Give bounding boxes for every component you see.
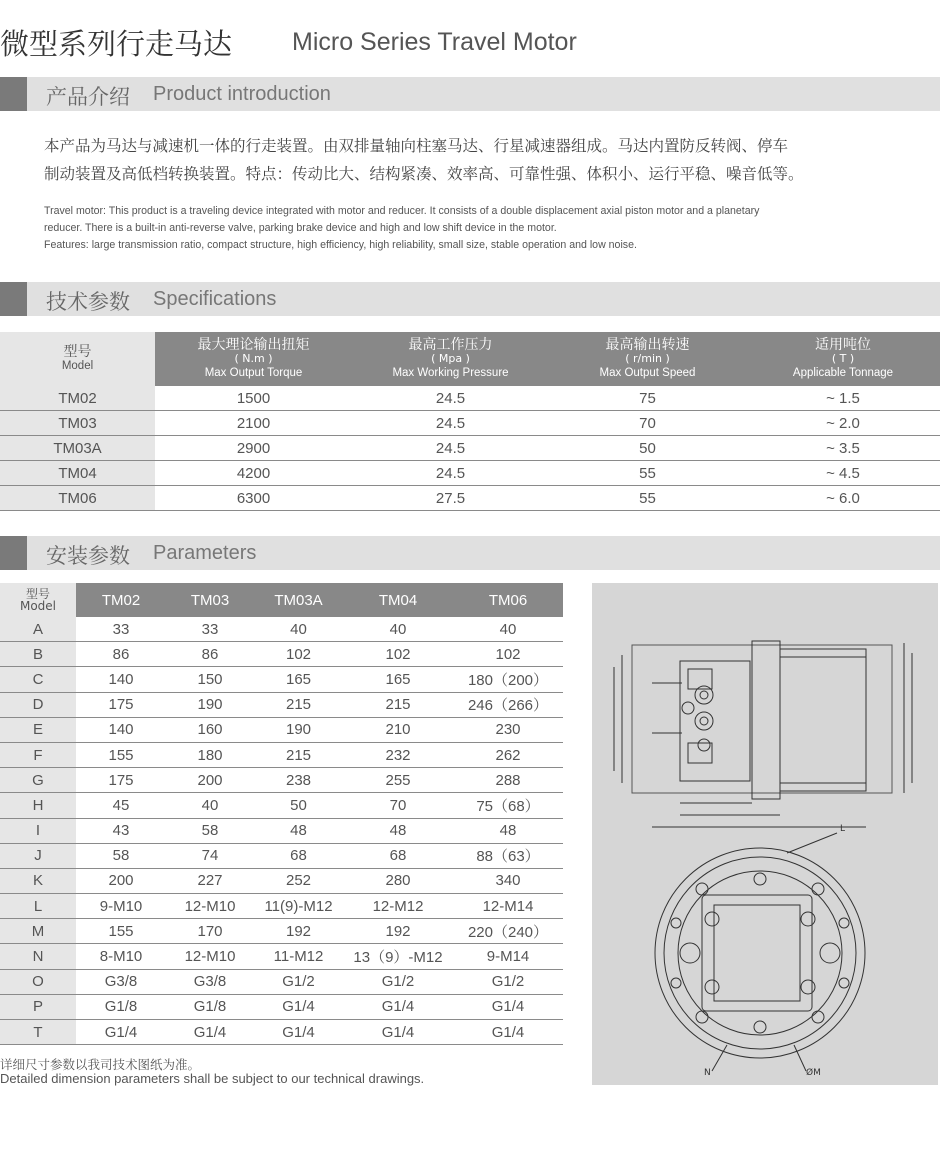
params-value-cell: 43 <box>76 818 166 843</box>
params-value-cell: 40 <box>254 617 343 642</box>
params-dimension-cell: H <box>0 793 76 818</box>
params-value-cell: 180（200） <box>453 667 563 692</box>
spec-row <box>0 436 940 461</box>
params-dimension-cell: T <box>0 1020 76 1045</box>
spec-row <box>0 386 940 411</box>
params-value-cell: 180 <box>166 742 254 767</box>
intro-cn-line: 本产品为马达与减速机一体的行走装置。由双排量轴向柱塞马达、行星减速器组成。马达内置防反转阀、停车 <box>44 137 789 155</box>
params-header-tm02: TM02 <box>76 583 166 617</box>
params-row <box>0 692 563 717</box>
spec-model-cell: TM03 <box>0 411 155 436</box>
spec-value-cell: ~ 2.0 <box>746 411 940 436</box>
section-marker <box>0 282 27 316</box>
note-cn: 详细尺寸参数以我司技术图纸为准。 <box>0 1057 201 1072</box>
params-value-cell: 262 <box>453 742 563 767</box>
params-value-cell: G1/4 <box>166 1020 254 1045</box>
params-value-cell: 200 <box>76 868 166 893</box>
spec-model-cell: TM03A <box>0 436 155 461</box>
motor-drawing-svg <box>592 583 938 1085</box>
params-value-cell: 140 <box>76 667 166 692</box>
params-value-cell: 227 <box>166 868 254 893</box>
params-value-cell: G1/8 <box>76 994 166 1019</box>
params-value-cell: 170 <box>166 919 254 944</box>
params-value-cell: G1/4 <box>76 1020 166 1045</box>
section-product-introduction <box>0 77 940 111</box>
spec-header-row <box>0 332 940 386</box>
params-row <box>0 843 563 868</box>
parameters-table <box>0 583 563 1045</box>
params-value-cell: 200 <box>166 768 254 793</box>
params-value-cell: G3/8 <box>76 969 166 994</box>
spec-value-cell: 75 <box>549 386 746 411</box>
params-header-tm03: TM03 <box>166 583 254 617</box>
params-value-cell: 102 <box>453 642 563 667</box>
spec-model-cell: TM06 <box>0 486 155 511</box>
params-value-cell: G1/4 <box>343 1020 453 1045</box>
params-value-cell: 150 <box>166 667 254 692</box>
params-value-cell: 192 <box>254 919 343 944</box>
params-value-cell: 210 <box>343 717 453 742</box>
params-value-cell: 190 <box>166 692 254 717</box>
params-value-cell: 11-M12 <box>254 944 343 969</box>
params-dimension-cell: D <box>0 692 76 717</box>
title-cn: 微型系列行走马达 <box>0 27 233 61</box>
params-header-model: 型号 Model <box>0 583 76 617</box>
spec-value-cell: ~ 6.0 <box>746 486 940 511</box>
drawing-label-n: N <box>704 1068 711 1078</box>
spec-value-cell: 24.5 <box>352 436 549 461</box>
specifications-table <box>0 332 940 511</box>
params-value-cell: G1/4 <box>254 1020 343 1045</box>
spec-value-cell: 27.5 <box>352 486 549 511</box>
spec-value-cell: 1500 <box>155 386 352 411</box>
params-row <box>0 642 563 667</box>
params-value-cell: G1/2 <box>254 969 343 994</box>
section-marker <box>0 536 27 570</box>
title-en: Micro Series Travel Motor <box>292 28 577 56</box>
intro-en-line: reducer. There is a built-in anti-reverse valve, parking brake device and high and low shift device in the motor. <box>44 222 557 234</box>
params-value-cell: 68 <box>343 843 453 868</box>
intro-cn-line: 制动装置及高低档转换装置。特点：传动比大、结构紧凑、效率高、可靠性强、体积小、运行平稳、噪音低等。 <box>44 165 804 183</box>
spec-row <box>0 486 940 511</box>
params-value-cell: G1/2 <box>453 969 563 994</box>
params-value-cell: 70 <box>343 793 453 818</box>
intro-text-cn <box>44 132 924 188</box>
technical-drawing <box>592 583 938 1085</box>
params-value-cell: G1/4 <box>343 994 453 1019</box>
params-value-cell: 75（68） <box>453 793 563 818</box>
params-dimension-cell: K <box>0 868 76 893</box>
params-dimension-cell: P <box>0 994 76 1019</box>
params-value-cell: 175 <box>76 692 166 717</box>
params-value-cell: G1/2 <box>343 969 453 994</box>
params-value-cell: 230 <box>453 717 563 742</box>
spec-model-cell: TM04 <box>0 461 155 486</box>
params-value-cell: 40 <box>453 617 563 642</box>
section-heading-en: Product introduction <box>153 83 331 105</box>
params-value-cell: 155 <box>76 919 166 944</box>
params-row <box>0 868 563 893</box>
params-value-cell: 280 <box>343 868 453 893</box>
params-dimension-cell: O <box>0 969 76 994</box>
params-value-cell: 40 <box>166 793 254 818</box>
params-dimension-cell: C <box>0 667 76 692</box>
spec-header-speed: 最高输出转速 ( r/min ) Max Output Speed <box>549 332 746 386</box>
spec-value-cell: 70 <box>549 411 746 436</box>
params-value-cell: G1/4 <box>254 994 343 1019</box>
params-value-cell: G1/4 <box>453 1020 563 1045</box>
intro-text-en <box>44 203 924 254</box>
params-value-cell: 40 <box>343 617 453 642</box>
params-value-cell: 255 <box>343 768 453 793</box>
params-value-cell: 190 <box>254 717 343 742</box>
section-parameters <box>0 536 940 570</box>
params-value-cell: 215 <box>343 692 453 717</box>
params-value-cell: 288 <box>453 768 563 793</box>
section-specifications <box>0 282 940 316</box>
params-value-cell: 165 <box>254 667 343 692</box>
params-row <box>0 894 563 919</box>
params-dimension-cell: G <box>0 768 76 793</box>
spec-value-cell: 24.5 <box>352 386 549 411</box>
spec-value-cell: 50 <box>549 436 746 461</box>
params-value-cell: 86 <box>166 642 254 667</box>
params-value-cell: 102 <box>343 642 453 667</box>
params-row <box>0 818 563 843</box>
section-heading-cn: 技术参数 <box>46 290 130 314</box>
params-value-cell: 215 <box>254 742 343 767</box>
spec-value-cell: ~ 1.5 <box>746 386 940 411</box>
params-value-cell: 48 <box>343 818 453 843</box>
params-header-tm06: TM06 <box>453 583 563 617</box>
spec-value-cell: 55 <box>549 486 746 511</box>
drawing-label-m: ØM <box>806 1068 821 1078</box>
params-row <box>0 617 563 642</box>
params-row <box>0 742 563 767</box>
params-row <box>0 969 563 994</box>
params-value-cell: G1/4 <box>453 994 563 1019</box>
spec-value-cell: 6300 <box>155 486 352 511</box>
params-dimension-cell: B <box>0 642 76 667</box>
section-marker <box>0 77 27 111</box>
spec-value-cell: 24.5 <box>352 461 549 486</box>
params-dimension-cell: M <box>0 919 76 944</box>
params-value-cell: G3/8 <box>166 969 254 994</box>
params-value-cell: 33 <box>166 617 254 642</box>
params-value-cell: 88（63） <box>453 843 563 868</box>
params-value-cell: 48 <box>453 818 563 843</box>
spec-header-pressure: 最高工作压力 ( Mpa ) Max Working Pressure <box>352 332 549 386</box>
section-heading-cn: 安装参数 <box>46 544 130 568</box>
params-value-cell: 74 <box>166 843 254 868</box>
params-value-cell: 50 <box>254 793 343 818</box>
params-row <box>0 1020 563 1045</box>
section-heading-cn: 产品介绍 <box>46 85 130 109</box>
params-value-cell: 86 <box>76 642 166 667</box>
params-row <box>0 717 563 742</box>
params-value-cell: 58 <box>76 843 166 868</box>
params-value-cell: 160 <box>166 717 254 742</box>
params-value-cell: 252 <box>254 868 343 893</box>
params-header-row <box>0 583 563 617</box>
spec-value-cell: ~ 4.5 <box>746 461 940 486</box>
spec-model-cell: TM02 <box>0 386 155 411</box>
params-value-cell: 165 <box>343 667 453 692</box>
params-row <box>0 994 563 1019</box>
page-title <box>0 18 940 66</box>
params-value-cell: G1/8 <box>166 994 254 1019</box>
params-value-cell: 140 <box>76 717 166 742</box>
params-dimension-cell: F <box>0 742 76 767</box>
params-value-cell: 102 <box>254 642 343 667</box>
params-dimension-cell: A <box>0 617 76 642</box>
params-value-cell: 68 <box>254 843 343 868</box>
params-value-cell: 175 <box>76 768 166 793</box>
spec-header-tonnage: 适用吨位 ( T ) Applicable Tonnage <box>746 332 940 386</box>
params-value-cell: 232 <box>343 742 453 767</box>
spec-value-cell: 2900 <box>155 436 352 461</box>
spec-header-model: 型号 Model <box>0 332 155 386</box>
drawing-label-l: L <box>840 824 846 834</box>
params-dimension-cell: L <box>0 894 76 919</box>
spec-value-cell: 55 <box>549 461 746 486</box>
spec-row <box>0 461 940 486</box>
params-value-cell: 12-M14 <box>453 894 563 919</box>
params-value-cell: 246（266） <box>453 692 563 717</box>
params-value-cell: 33 <box>76 617 166 642</box>
params-row <box>0 919 563 944</box>
params-value-cell: 340 <box>453 868 563 893</box>
section-heading-en: Parameters <box>153 542 257 564</box>
params-value-cell: 12-M12 <box>343 894 453 919</box>
params-value-cell: 220（240） <box>453 919 563 944</box>
spec-row <box>0 411 940 436</box>
section-heading-en: Specifications <box>153 288 277 310</box>
params-value-cell: 45 <box>76 793 166 818</box>
spec-value-cell: 24.5 <box>352 411 549 436</box>
params-value-cell: 215 <box>254 692 343 717</box>
params-value-cell: 13（9）-M12 <box>343 944 453 969</box>
params-value-cell: 9-M10 <box>76 894 166 919</box>
spec-value-cell: ~ 3.5 <box>746 436 940 461</box>
spec-value-cell: 4200 <box>155 461 352 486</box>
params-value-cell: 155 <box>76 742 166 767</box>
params-header-tm03a: TM03A <box>254 583 343 617</box>
params-value-cell: 58 <box>166 818 254 843</box>
params-row <box>0 793 563 818</box>
intro-en-line: Features: large transmission ratio, compact structure, high efficiency, high reliability, small size, stable operation and low noise. <box>44 239 637 251</box>
params-value-cell: 12-M10 <box>166 944 254 969</box>
note-en: Detailed dimension parameters shall be subject to our technical drawings. <box>0 1071 425 1086</box>
params-dimension-cell: J <box>0 843 76 868</box>
spec-value-cell: 2100 <box>155 411 352 436</box>
params-header-tm04: TM04 <box>343 583 453 617</box>
params-dimension-cell: I <box>0 818 76 843</box>
params-value-cell: 48 <box>254 818 343 843</box>
params-value-cell: 12-M10 <box>166 894 254 919</box>
params-row <box>0 667 563 692</box>
params-row <box>0 944 563 969</box>
spec-header-torque: 最大理论输出扭矩 ( N.m ) Max Output Torque <box>155 332 352 386</box>
params-value-cell: 9-M14 <box>453 944 563 969</box>
intro-en-line: Travel motor: This product is a traveling device integrated with motor and reducer. It consists of a double displacement axial piston motor and a planetary <box>44 205 760 217</box>
params-dimension-cell: E <box>0 717 76 742</box>
params-value-cell: 8-M10 <box>76 944 166 969</box>
params-value-cell: 238 <box>254 768 343 793</box>
params-value-cell: 192 <box>343 919 453 944</box>
params-dimension-cell: N <box>0 944 76 969</box>
params-row <box>0 768 563 793</box>
params-value-cell: 11(9)-M12 <box>254 894 343 919</box>
